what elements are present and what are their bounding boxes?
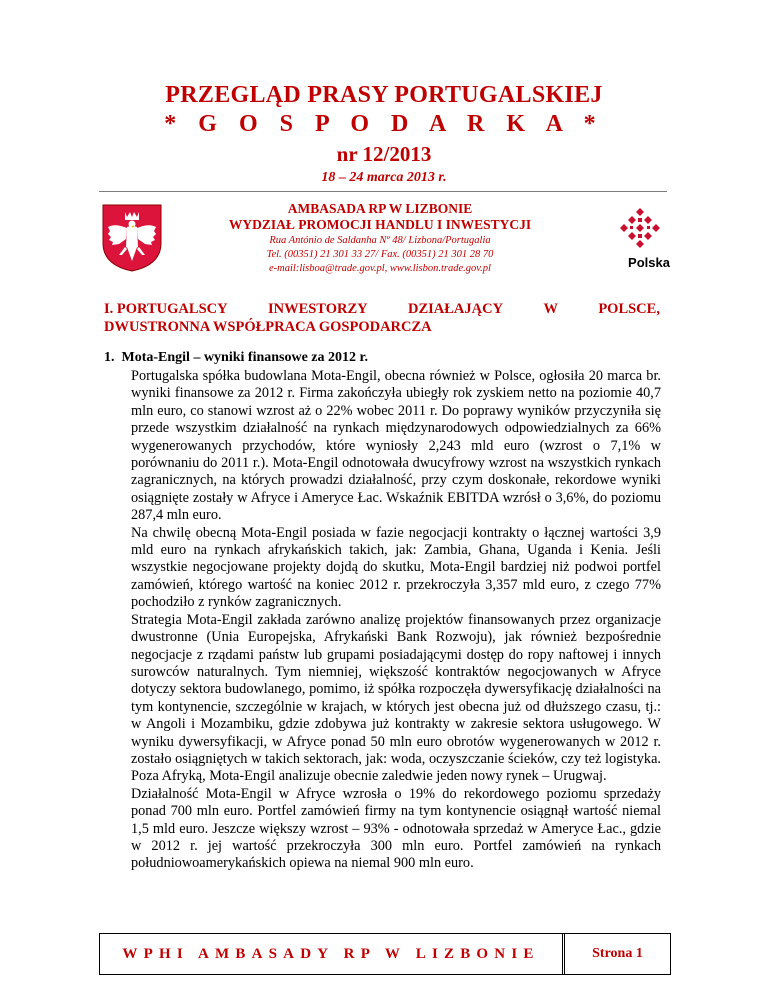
page-number: Strona 1	[592, 946, 643, 961]
article-body	[131, 368, 661, 873]
section-number-word: I. PORTUGALSCY	[104, 301, 228, 317]
article-paragraph: Działalność Mota-Engil w Afryce wzrosła o 19% do rekordowego poziomu sprzedaży ponad 700 mln euro. Portfel zamówień firmy na tym kontynencie osiągnął wartość niemal 1,5 mld euro. Jeszcze większy wzrost – 93% - odnotowała sprzedaż w Ameryce Łac., gdzie w 2012 r. jej wartość przekroczyła 300 mln euro. Portfel zamówień na rynkach południowoamerykańskich opiewa na niemal 900 mln euro.	[131, 785, 661, 872]
page-footer	[99, 933, 671, 975]
section-word: W	[543, 301, 558, 317]
embassy-phone: Tel. (00351) 21 301 33 27/ Fax. (00351) 21 301 28 70	[266, 249, 494, 260]
section-heading-line2: DWUSTRONNA WSPÓŁPRACA GOSPODARCZA	[104, 319, 432, 335]
embassy-contact: e-mail:lisboa@trade.gov.pl, www.lisbon.trade.gov.pl	[269, 263, 491, 274]
article-number: 1.	[104, 350, 115, 365]
embassy-address: Rua António de Saldanha Nº 48/ Lizbona/Portugalia	[269, 235, 491, 246]
issue-number: nr 12/2013	[336, 142, 432, 166]
section-heading	[104, 300, 660, 336]
article-paragraph: Strategia Mota-Engil zakłada zarówno analizę projektów finansowanych przez organizacje dwustronne (Unia Europejska, Afrykański Bank Rozwoju), jak również bezpośrednie negocjacje z rządami państw lub grupami posiadającymi dostęp do ropy naftowej i innych surowców naturalnych. Tym niemniej, większość kontraktów negocjowanych w Afryce dotyczy sektora budowlanego, pomimo, iż spółka rozpoczęła dywersyfikację działalności na tym kontynencie, szczególnie w krajach, w których jest obecna już od dłuższego czasu, tj.: w Angoli i Mozambiku, gdzie zdobywa już kontrakty w zakresie sektora usługowego. W wyniku dywersyfikacji, w Afryce ponad 50 mln euro obrotów wygenerowanych w 2012 r. zostało osiągniętych w takich sektorach, jak: woda, oczyszczanie ścieków, czy też logistyka. Poza Afryką, Mota-Engil analizuje obecnie zaledwie jeden nowy rynek – Urugwaj.	[131, 611, 661, 785]
article-title: Mota-Engil – wyniki finansowe za 2012 r.	[121, 350, 368, 365]
embassy-name: AMBASADA RP W LIZBONIE	[287, 201, 473, 216]
article-heading	[104, 350, 368, 366]
document-subtitle: * G O S P O D A R K A *	[164, 111, 604, 137]
header-divider	[99, 191, 667, 192]
polish-eagle-emblem-icon	[101, 203, 163, 273]
article-paragraph: Na chwilę obecną Mota-Engil posiada w fazie negocjacji kontrakty o łącznej wartości 3,9 mld euro na rynkach afrykańskich takich, jak: Zambia, Ghana, Uganda i Kenia. Jeśli wszystkie negocjowane projekty dojdą do skutku, Mota-Engil bardziej niż podwoi portfel zamówień, którego wartość na koniec 2012 r. przekroczyła 3,357 mld euro, z czego 77% pochodziło z rynków zagranicznych.	[131, 524, 661, 611]
polska-logo-text: Polska	[628, 255, 670, 270]
section-word: DZIAŁAJĄCY	[407, 301, 504, 317]
footer-organization: WPHI AMBASADY RP W LIZBONIE	[100, 934, 565, 974]
department-name: WYDZIAŁ PROMOCJI HANDLU I INWESTYCJI	[228, 217, 532, 232]
section-word: INWESTORZY	[267, 301, 368, 317]
polska-logo	[600, 206, 680, 270]
document-title: PRZEGLĄD PRASY PORTUGALSKIEJ	[165, 82, 603, 108]
article-paragraph: Portugalska spółka budowlana Mota-Engil, obecna również w Polsce, ogłosiła 20 marca br. wyniki finansowe za 2012 r. Firma zakończyła ubiegły rok zyskiem netto na poziomie 40,7 mln euro, co stanowi wzrost aż o 22% wobec 2011 r. Do poprawy wyników przyczyniła się przede wszystkim działalność na rynkach międzynarodowych odpowiedzialnych za 66% wygenerowanych przychodów, które wyniosły 2,243 mld euro (wzrost o 7,1% w porównaniu do 2011 r.). Mota-Engil odnotowała dwucyfrowy wzrost na wszystkich rynkach zagranicznych, na których prowadzi działalność, przy czym doskonałe, rekordowe wyniki osiągnięte zostały w Afryce i Ameryce Łac. Wskaźnik EBITDA wzrósł o 3,6%, do poziomu 287,4 mln euro.	[131, 368, 661, 524]
section-word: POLSCE,	[598, 301, 660, 317]
issue-dates: 18 – 24 marca 2013 r.	[321, 170, 447, 185]
